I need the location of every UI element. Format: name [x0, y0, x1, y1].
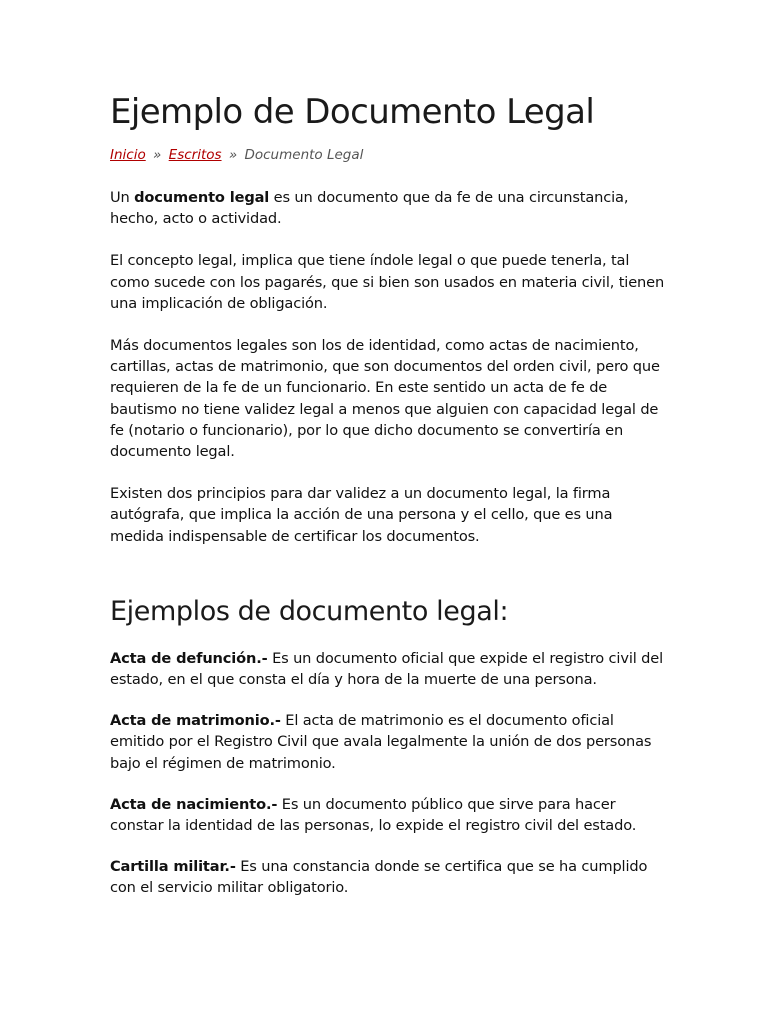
- breadcrumb-section-link[interactable]: Escritos: [168, 147, 222, 163]
- breadcrumb: [110, 145, 670, 165]
- breadcrumb-separator: »: [153, 147, 162, 163]
- intro-bold-term: documento legal: [134, 189, 270, 206]
- example-item: [110, 794, 670, 836]
- article: [110, 88, 670, 899]
- intro-prefix: Un: [110, 189, 135, 206]
- page-title: Ejemplo de Documento Legal: [110, 92, 595, 132]
- breadcrumb-current: Documento Legal: [244, 147, 364, 163]
- examples-list: [110, 648, 670, 899]
- intro-paragraph: [110, 187, 670, 229]
- intro-suffix: es un documento que da fe de una circunstancia, hecho, acto o actividad.: [110, 189, 629, 228]
- example-item: [110, 710, 670, 774]
- body-paragraph: Existen dos principios para dar validez a un documento legal, la firma autógrafa, que implica la acción de una persona y el cello, que es una medida indispensable de certificar los documentos.: [110, 485, 613, 545]
- body-paragraph: Más documentos legales son los de identidad, como actas de nacimiento, cartillas, actas de matrimonio, que son documentos del orden civil, pero que requieren de la fe de un funcionario. En este sentido un acta de fe de bautismo no tiene validez legal a menos que alguien con capacidad legal de fe (notario o funcionario), por lo que dicho documento se convertiría en documento legal.: [110, 337, 660, 461]
- example-description: Es un documento público que sirve para hacer constar la identidad de las personas, lo expide el registro civil del estado.: [110, 795, 637, 835]
- example-item: [110, 856, 670, 898]
- breadcrumb-separator: »: [228, 147, 238, 163]
- example-term: Acta de matrimonio.-: [110, 712, 281, 730]
- example-item: [110, 648, 670, 690]
- example-description: Es un documento oficial que expide el registro civil del estado, en el que consta el día y hora de la muerte de una persona.: [110, 649, 663, 689]
- section-heading: Ejemplos de documento legal:: [110, 595, 509, 627]
- breadcrumb-home-link[interactable]: Inicio: [110, 147, 146, 163]
- body-paragraph: El concepto legal, implica que tiene índole legal o que puede tenerla, tal como sucede con los pagarés, que si bien son usados en materia civil, tienen una implicación de obligación.: [110, 252, 665, 312]
- example-description: El acta de matrimonio es el documento oficial emitido por el Registro Civil que avala legalmente la unión de dos personas bajo el régimen de matrimonio.: [110, 712, 652, 772]
- example-term: Acta de nacimiento.-: [110, 795, 278, 813]
- example-description: Es una constancia donde se certifica que se ha cumplido con el servicio militar obligatorio.: [110, 858, 648, 897]
- example-term: Cartilla militar.-: [110, 858, 236, 876]
- example-term: Acta de defunción.-: [110, 649, 268, 667]
